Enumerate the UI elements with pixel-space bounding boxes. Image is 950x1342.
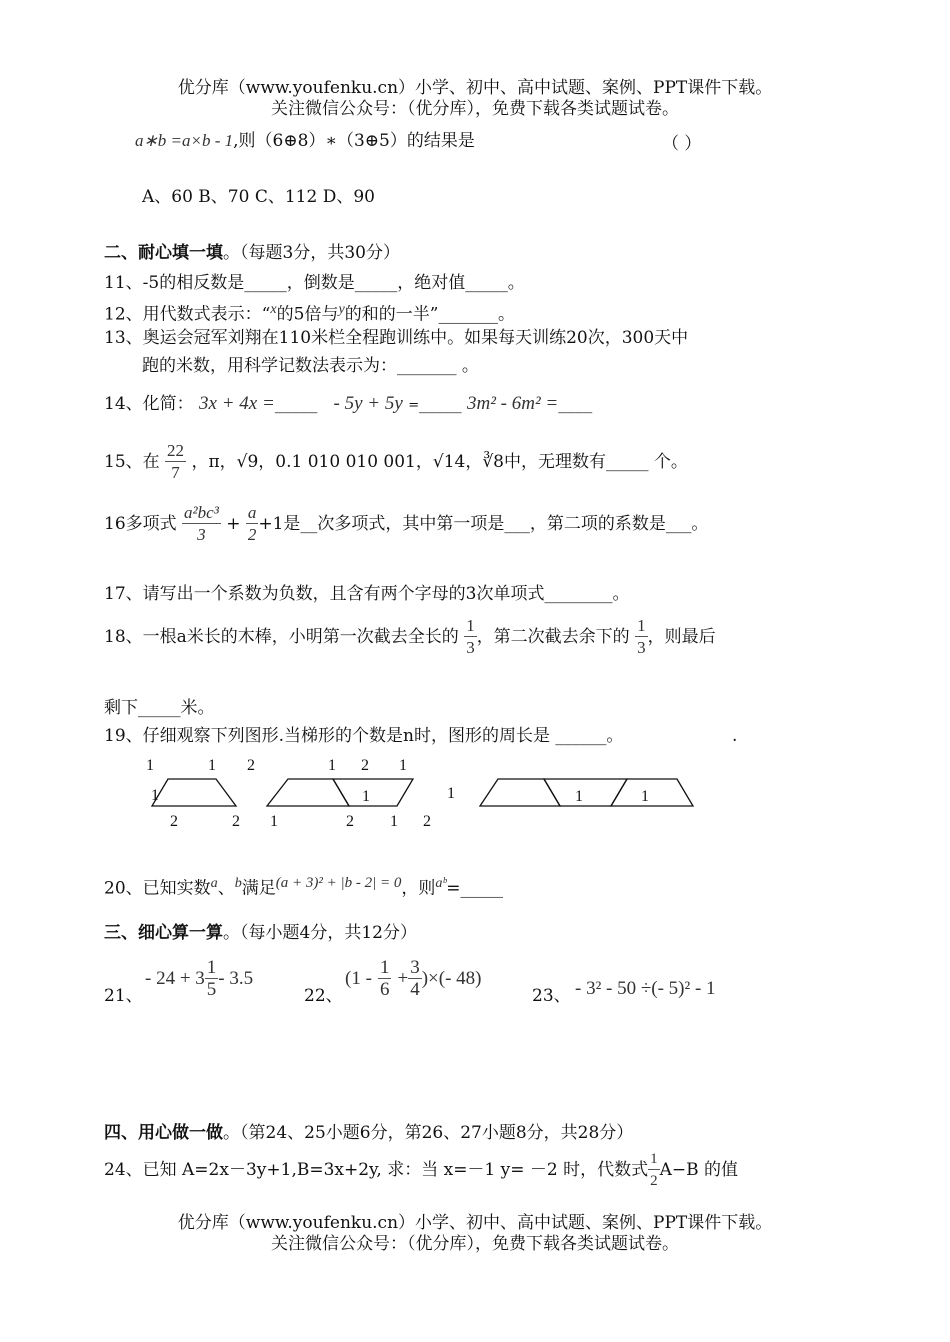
q16-f1-num: a²bc³ xyxy=(184,503,219,522)
q16-f2-den: 2 xyxy=(247,525,257,544)
f1-label-top-left: 1 xyxy=(146,757,154,774)
q18-part-c: ，则最后 xyxy=(647,627,716,647)
q20-condition: (a + 3)² + |b - 2| = 0 xyxy=(275,875,402,891)
section-3-heading xyxy=(104,922,417,944)
q20-mid: 满足 xyxy=(241,878,276,899)
f3-label-mid-1: 1 xyxy=(575,788,583,805)
f2-label-mid: 1 xyxy=(362,788,370,805)
q12-y: y xyxy=(338,301,345,317)
q24-part-b: A−B 的值 xyxy=(659,1160,739,1180)
q21-expr-a: - 24 + 3 xyxy=(145,968,205,989)
q16-f2-num: a xyxy=(247,503,257,522)
q16-fraction-2 xyxy=(246,503,259,546)
question-12 xyxy=(104,298,515,326)
q18-f2-num: 1 xyxy=(637,616,646,635)
question-13-line-1: 13、奥运会冠军刘翔在110米栏全程跑训练中。如果每天训练20次，300天中 xyxy=(104,328,689,348)
question-13-line-2: 跑的米数，用科学记数法表示为：_______ 。 xyxy=(142,356,479,376)
q18-part-a: 18、一根a米长的木棒，小明第一次截去全长的 xyxy=(104,627,459,647)
question-24 xyxy=(104,1148,738,1192)
f1-label-bottom-left: 2 xyxy=(170,813,178,830)
question-11: 11、-5的相反数是_____，倒数是_____，绝对值_____。 xyxy=(104,273,525,293)
question-15 xyxy=(104,440,688,484)
trapezoid-3a xyxy=(480,779,560,806)
section-3-note: 。（每小题4分，共12分） xyxy=(223,923,417,943)
q15-items: ，π，√9，0.1 010 010 001，√14，∛8 xyxy=(191,452,504,472)
section-4-title: 四、用心做一做 xyxy=(104,1123,223,1143)
section-2-note: 。（每题3分，共30分） xyxy=(223,243,400,263)
q22-f1-num: 1 xyxy=(379,956,390,978)
q10-text: ,则（6⊕8）∗（3⊕5）的结果是 xyxy=(233,131,475,151)
q20-tail: ，则 xyxy=(401,878,436,899)
q22-plus: + xyxy=(397,968,409,989)
q22-f1-den: 6 xyxy=(379,978,390,1000)
section-2-heading xyxy=(104,242,400,264)
question-18-line-2: 剩下_____米。 xyxy=(104,698,215,718)
q15-frac-num: 22 xyxy=(167,441,185,460)
q21-frac-den: 5 xyxy=(206,978,217,1000)
q22-f2-num: 3 xyxy=(410,956,420,978)
q16-label: 16多项式 xyxy=(104,514,177,534)
q24-part-a: 24、已知 A=2x－3y+1,B=3x+2y, 求：当 x=－1 y= －2 时，代数式 xyxy=(104,1160,649,1180)
q23-expr: - 3² - 50 ÷(- 5)² - 1 xyxy=(575,978,716,999)
footer-line-2: 关注微信公众号：（优分库），免费下载各类试题试卷。 xyxy=(271,1234,679,1254)
q12-part-c: 的和的一半”_______。 xyxy=(344,304,515,325)
trapezoid-3b xyxy=(544,779,627,806)
q22-fraction-1 xyxy=(378,958,392,1001)
q22-fraction-2 xyxy=(408,958,422,1001)
question-16 xyxy=(104,500,708,548)
q23-label: 23、 xyxy=(532,986,571,1006)
f2-label-top-c: 2 xyxy=(361,757,369,774)
q10-options: A、60 B、70 C、112 D、90 xyxy=(142,187,375,207)
q15-fraction xyxy=(165,441,186,484)
q24-frac-den: 2 xyxy=(650,1173,658,1189)
q15-tail: 中，无理数有_____ 个。 xyxy=(503,452,688,472)
q14-blank-1: _____ xyxy=(274,394,318,414)
f2-label-bottom-b: 2 xyxy=(346,813,354,830)
q18-f2-den: 3 xyxy=(637,638,646,657)
q21-fraction xyxy=(205,958,219,1001)
trapezoid-2b xyxy=(333,779,413,806)
q22-expr-a: (1 - xyxy=(345,968,372,989)
q20-a: a xyxy=(210,875,218,891)
q14-label: 14、化简： xyxy=(104,394,194,414)
q10-formula: a∗b =a×b - 1 xyxy=(135,131,234,150)
q18-fraction-2 xyxy=(635,616,648,659)
q20-label: 20、已知实数 xyxy=(104,878,211,899)
f3-label-mid-2: 1 xyxy=(641,788,649,805)
q18-fraction-1 xyxy=(464,616,477,659)
q24-fraction xyxy=(648,1149,660,1192)
trapezoid-1 xyxy=(152,779,236,806)
q10-answer-paren: （ ） xyxy=(662,134,702,154)
q18-f1-den: 3 xyxy=(466,638,475,657)
q22-f2-den: 4 xyxy=(410,978,420,1000)
q20-sep: 、 xyxy=(217,878,235,899)
q18-part-b: ，第二次截去余下的 xyxy=(476,627,630,647)
q14-expr-1: 3x + 4x = xyxy=(199,393,275,414)
q22-label: 22、 xyxy=(304,986,343,1006)
section-2-title: 二、耐心填一填 xyxy=(104,243,223,263)
f1-label-top-right: 1 xyxy=(208,757,216,774)
q18-f1-num: 1 xyxy=(466,616,475,635)
q16-tail: +1是__次多项式，其中第一项是___，第二项的系数是___。 xyxy=(258,514,709,534)
question-17: 17、请写出一个系数为负数，且含有两个字母的3次单项式________。 xyxy=(104,584,630,604)
header-line-2: 关注微信公众号：（优分库），免费下载各类试题试卷。 xyxy=(271,99,679,119)
q21-expression xyxy=(145,956,253,1001)
trapezoid-2a xyxy=(267,779,349,806)
q21-frac-num: 1 xyxy=(206,956,217,978)
f2-label-top-a: 2 xyxy=(247,757,255,774)
q16-f1-den: 3 xyxy=(197,525,206,544)
question-19: 19、仔细观察下列图形.当梯形的个数是n时，图形的周长是 ______。 xyxy=(104,726,624,746)
trapezoid-3c xyxy=(611,779,693,806)
q15-label: 15、在 xyxy=(104,452,160,472)
f2-label-top-b: 1 xyxy=(328,757,336,774)
f2-label-bottom-c: 1 xyxy=(390,813,398,830)
q15-frac-den: 7 xyxy=(171,463,180,482)
q12-part-a: 12、用代数式表示：“ xyxy=(104,304,271,325)
f1-label-bottom-right: 2 xyxy=(232,813,240,830)
q14-blank-3: ____ xyxy=(558,394,593,414)
q12-part-b: 的5倍与 xyxy=(276,304,339,325)
q16-fraction-1 xyxy=(182,503,221,546)
q14-equals: = xyxy=(408,398,420,413)
q12-x: x xyxy=(270,301,277,317)
q24-frac-num: 1 xyxy=(648,1149,660,1170)
q22-expr-b: )×(- 48) xyxy=(421,968,482,989)
q21-label: 21、 xyxy=(104,986,143,1006)
q20-power: aᵇ xyxy=(435,875,447,891)
footer-line-1: 优分库（www.youfenku.cn）小学、初中、高中试题、案例、PPT课件下载。 xyxy=(177,1213,773,1233)
header-line-1: 优分库（www.youfenku.cn）小学、初中、高中试题、案例、PPT课件下载。 xyxy=(177,78,773,98)
question-18 xyxy=(104,614,716,660)
question-10 xyxy=(135,130,475,152)
f2-label-bottom-d: 2 xyxy=(423,813,431,830)
q14-expr-3: 3m² - 6m² = xyxy=(467,393,559,414)
q20-b: b xyxy=(234,875,242,891)
q20-end: =_____ xyxy=(446,878,504,899)
q19-dot: . xyxy=(732,726,738,746)
q21-expr-b: - 3.5 xyxy=(218,968,254,989)
section-4-heading xyxy=(104,1122,633,1144)
q23-expression xyxy=(575,977,716,1000)
q14-blank-2: _____ xyxy=(419,394,462,414)
q22-expression xyxy=(345,956,482,1001)
section-4-note: 。（第24、25小题6分，第26、27小题8分，共28分） xyxy=(223,1123,634,1143)
f3-label-left: 1 xyxy=(447,785,455,802)
f2-label-bottom-a: 1 xyxy=(270,813,278,830)
question-14 xyxy=(104,393,592,417)
q16-plus: + xyxy=(226,514,241,534)
question-20 xyxy=(104,872,503,900)
section-3-title: 三、细心算一算 xyxy=(104,923,223,943)
f2-label-top-d: 1 xyxy=(399,757,407,774)
f1-label-left: 1 xyxy=(151,787,159,804)
q14-expr-2: - 5y + 5y xyxy=(333,393,403,414)
